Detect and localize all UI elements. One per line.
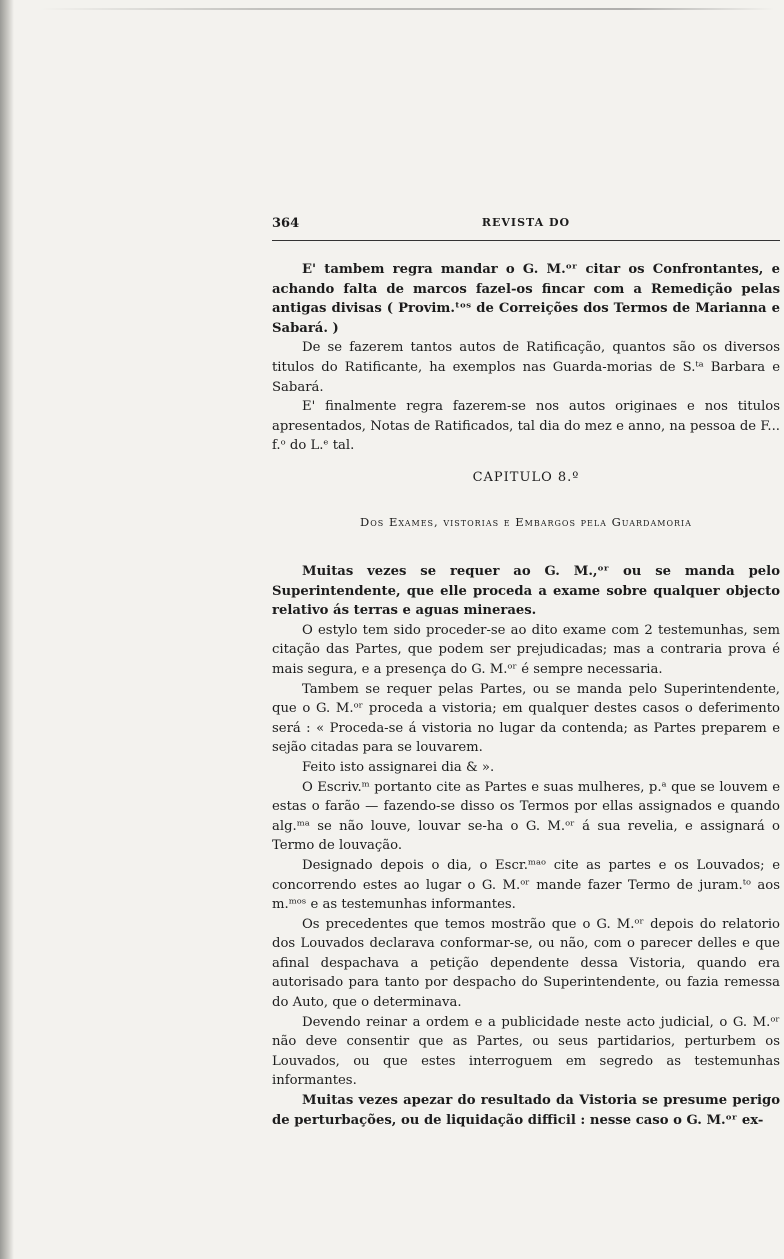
paragraph — [272, 338, 780, 397]
paragraph-text: Muitas vezes apezar do resultado da Vistoria se presume perigo de perturbações, ou de liquidação difficil : nesse caso o G. M.ᵒʳ ex- — [272, 1093, 780, 1128]
paragraph — [272, 680, 780, 758]
paragraph — [272, 1013, 780, 1091]
section-main — [272, 562, 780, 1130]
paragraph-text: De se fazerem tantos autos de Ratificação, quantos são os diversos titulos do Ratificante, ha exemplos nas Guarda-morias de S.ᵗᵃ Barbara e Sabará. — [272, 340, 780, 395]
header-rule — [272, 240, 780, 241]
page-binding-edge — [0, 0, 14, 1259]
paragraph-text: Feito isto assignarei dia & ». — [302, 759, 495, 775]
paragraph — [272, 562, 780, 621]
paragraph-text: O Escriv.ᵐ portanto cite as Partes e suas mulheres, p.ᵃ que se louvem e estas o farão — fazendo-se disso os Termos por ellas assignados e quando alg.ᵐᵃ se não louve, louvar se-ha o G. M.ᵒʳ á sua revelia, e assignará o Termo de louvação. — [272, 779, 780, 854]
page-number: 364 — [272, 216, 300, 231]
paragraph-text: E' tambem regra mandar o G. M.ᵒʳ citar os Confrontantes, e achando falta de marcos fazel-os fincar com a Remedição pelas antigas divisas ( Provim.ᵗᵒˢ de Correições dos Termos de Marianna e Sabará. ) — [272, 262, 780, 336]
paragraph-text: Muitas vezes se requer ao G. M.,ᵒʳ ou se manda pelo Superintendente, que elle proceda a exame sobre qualquer objecto relativo ás terras e aguas mineraes. — [272, 564, 780, 619]
section-top — [272, 260, 780, 456]
paragraph — [272, 915, 780, 1013]
paragraph — [272, 1091, 780, 1130]
chapter-title: CAPITULO 8.º — [472, 470, 580, 485]
paragraph — [272, 260, 780, 338]
paragraph-text: Tambem se requer pelas Partes, ou se manda pelo Superintendente, que o G. M.ᵒʳ proceda a vistoria; em qualquer destes casos o deferimento será : « Proceda-se á vistoria no lugar da contenda; as Partes preparem e sejão citadas para se louvarem. — [272, 681, 780, 756]
chapter-subtitle: Dos Exames, vistorias e Embargos pela Guardamoria — [360, 515, 692, 529]
paragraph-text: Devendo reinar a ordem e a publicidade neste acto judicial, o G. M.ᵒʳ não deve consentir que as Partes, ou seus partidarios, perturbem os Louvados, ou que estes interroguem em segredo as testemunhas informantes. — [272, 1014, 780, 1089]
scan-top-edge — [40, 8, 774, 10]
paragraph-text: O estylo tem sido proceder-se ao dito exame com 2 testemunhas, sem citação das Partes, que podem ser prejudicadas; mas a contraria prova é mais segura, e a presença do G. M.ᵒʳ é sempre necessaria. — [272, 622, 780, 677]
paragraph — [272, 621, 780, 680]
page-header — [272, 216, 780, 234]
paragraph — [272, 778, 780, 856]
paragraph — [272, 758, 780, 778]
running-title: REVISTA DO — [481, 216, 571, 229]
paragraph — [272, 397, 780, 456]
paragraph-text: Designado depois o dia, o Escr.ᵐᵃᵒ cite as partes e os Louvados; e concorrendo estes ao lugar o G. M.ᵒʳ mande fazer Termo de juram.ᵗᵒ aos m.ᵐᵒˢ e as testemunhas informantes. — [272, 857, 780, 913]
paragraph-text: Os precedentes que temos mostrão que o G. M.ᵒʳ depois do relatorio dos Louvados declarava conformar-se, ou não, com o parecer delles e que afinal despachava a petição dependente dessa Vistoria, quando era autorisado para tanto por despacho do Superintendente, ou fazia remessa do Auto, que o determinava. — [272, 916, 780, 1011]
paragraph-text: E' finalmente regra fazerem-se nos autos originaes e nos titulos apresentados, Notas de Ratificados, tal dia do mez e anno, na pessoa de F... f.ᵒ do L.ᵉ tal. — [272, 399, 780, 454]
paragraph — [272, 856, 780, 915]
